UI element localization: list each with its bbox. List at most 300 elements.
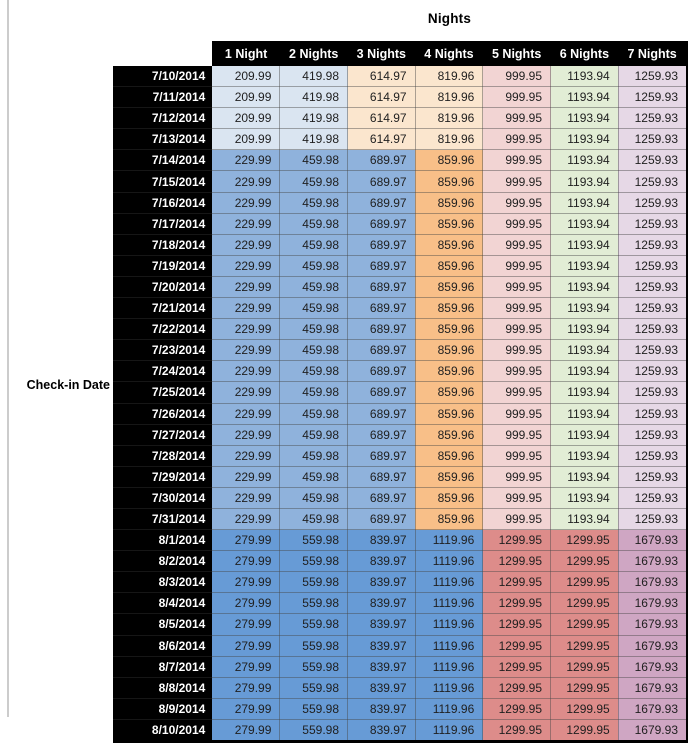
price-cell: 279.99 bbox=[212, 551, 280, 572]
price-cell: 614.97 bbox=[348, 87, 416, 108]
table-title: Nights bbox=[427, 11, 472, 26]
table-row bbox=[113, 87, 687, 108]
table-row bbox=[113, 276, 687, 297]
price-cell: 1259.93 bbox=[618, 255, 687, 276]
price-cell: 559.98 bbox=[280, 572, 348, 593]
pricing-table bbox=[113, 41, 688, 743]
price-cell: 1259.93 bbox=[618, 445, 687, 466]
price-cell: 859.96 bbox=[415, 319, 483, 340]
table-row bbox=[113, 108, 687, 129]
date-cell: 8/1/2014 bbox=[113, 530, 212, 551]
price-cell: 459.98 bbox=[280, 213, 348, 234]
date-cell: 7/10/2014 bbox=[113, 66, 212, 87]
price-cell: 614.97 bbox=[348, 66, 416, 87]
price-cell: 689.97 bbox=[348, 150, 416, 171]
date-cell: 7/24/2014 bbox=[113, 361, 212, 382]
price-cell: 209.99 bbox=[212, 87, 280, 108]
price-cell: 859.96 bbox=[415, 340, 483, 361]
price-cell: 859.96 bbox=[415, 445, 483, 466]
date-cell: 8/4/2014 bbox=[113, 593, 212, 614]
price-cell: 689.97 bbox=[348, 171, 416, 192]
price-cell: 1679.93 bbox=[618, 572, 687, 593]
window-edge-line bbox=[7, 0, 9, 717]
price-cell: 1299.95 bbox=[483, 719, 551, 741]
price-cell: 1679.93 bbox=[618, 719, 687, 741]
price-cell: 1259.93 bbox=[618, 66, 687, 87]
price-cell: 229.99 bbox=[212, 508, 280, 529]
price-cell: 689.97 bbox=[348, 255, 416, 276]
date-cell: 8/2/2014 bbox=[113, 551, 212, 572]
price-cell: 999.95 bbox=[483, 87, 551, 108]
price-cell: 999.95 bbox=[483, 361, 551, 382]
price-cell: 999.95 bbox=[483, 424, 551, 445]
price-cell: 229.99 bbox=[212, 298, 280, 319]
price-cell: 1299.95 bbox=[551, 698, 619, 719]
price-cell: 1193.94 bbox=[551, 213, 619, 234]
table-row bbox=[113, 403, 687, 424]
price-cell: 999.95 bbox=[483, 108, 551, 129]
price-cell: 1679.93 bbox=[618, 530, 687, 551]
price-cell: 229.99 bbox=[212, 255, 280, 276]
price-cell: 279.99 bbox=[212, 656, 280, 677]
table-row bbox=[113, 234, 687, 255]
price-cell: 459.98 bbox=[280, 466, 348, 487]
price-cell: 859.96 bbox=[415, 382, 483, 403]
price-cell: 459.98 bbox=[280, 445, 348, 466]
price-cell: 1193.94 bbox=[551, 298, 619, 319]
price-cell: 839.97 bbox=[348, 656, 416, 677]
price-cell: 859.96 bbox=[415, 298, 483, 319]
price-cell: 689.97 bbox=[348, 213, 416, 234]
row-axis-label: Check-in Date bbox=[26, 378, 110, 392]
price-cell: 1193.94 bbox=[551, 361, 619, 382]
price-cell: 459.98 bbox=[280, 276, 348, 297]
column-header: 2 Nights bbox=[280, 41, 348, 66]
price-cell: 229.99 bbox=[212, 403, 280, 424]
price-cell: 999.95 bbox=[483, 129, 551, 150]
date-cell: 7/12/2014 bbox=[113, 108, 212, 129]
price-cell: 1259.93 bbox=[618, 403, 687, 424]
date-cell: 7/28/2014 bbox=[113, 445, 212, 466]
price-cell: 1299.95 bbox=[551, 614, 619, 635]
price-cell: 1679.93 bbox=[618, 698, 687, 719]
price-cell: 1679.93 bbox=[618, 656, 687, 677]
price-cell: 559.98 bbox=[280, 530, 348, 551]
price-cell: 1119.96 bbox=[415, 593, 483, 614]
price-cell: 459.98 bbox=[280, 234, 348, 255]
price-cell: 279.99 bbox=[212, 635, 280, 656]
table-row bbox=[113, 593, 687, 614]
price-cell: 1193.94 bbox=[551, 129, 619, 150]
header-row bbox=[113, 41, 687, 66]
price-cell: 229.99 bbox=[212, 319, 280, 340]
price-cell: 559.98 bbox=[280, 614, 348, 635]
price-cell: 1193.94 bbox=[551, 340, 619, 361]
price-cell: 1193.94 bbox=[551, 108, 619, 129]
date-cell: 7/29/2014 bbox=[113, 466, 212, 487]
price-cell: 1193.94 bbox=[551, 508, 619, 529]
price-cell: 859.96 bbox=[415, 150, 483, 171]
price-cell: 1259.93 bbox=[618, 319, 687, 340]
date-cell: 7/15/2014 bbox=[113, 171, 212, 192]
table-row bbox=[113, 487, 687, 508]
table-row bbox=[113, 445, 687, 466]
date-cell: 8/6/2014 bbox=[113, 635, 212, 656]
table-row bbox=[113, 572, 687, 593]
price-cell: 1193.94 bbox=[551, 171, 619, 192]
column-header: 6 Nights bbox=[551, 41, 619, 66]
date-cell: 7/30/2014 bbox=[113, 487, 212, 508]
price-cell: 689.97 bbox=[348, 445, 416, 466]
price-cell: 1299.95 bbox=[551, 530, 619, 551]
table-row bbox=[113, 551, 687, 572]
table-row bbox=[113, 361, 687, 382]
price-cell: 999.95 bbox=[483, 445, 551, 466]
table-row bbox=[113, 66, 687, 87]
price-cell: 1679.93 bbox=[618, 677, 687, 698]
price-cell: 999.95 bbox=[483, 213, 551, 234]
date-cell: 8/3/2014 bbox=[113, 572, 212, 593]
price-cell: 839.97 bbox=[348, 572, 416, 593]
price-cell: 999.95 bbox=[483, 234, 551, 255]
date-cell: 8/7/2014 bbox=[113, 656, 212, 677]
price-cell: 1299.95 bbox=[483, 698, 551, 719]
price-cell: 1119.96 bbox=[415, 698, 483, 719]
price-cell: 419.98 bbox=[280, 129, 348, 150]
date-cell: 7/14/2014 bbox=[113, 150, 212, 171]
price-cell: 1259.93 bbox=[618, 150, 687, 171]
price-cell: 1193.94 bbox=[551, 319, 619, 340]
price-cell: 229.99 bbox=[212, 424, 280, 445]
price-cell: 229.99 bbox=[212, 361, 280, 382]
price-cell: 689.97 bbox=[348, 192, 416, 213]
date-cell: 7/18/2014 bbox=[113, 234, 212, 255]
price-cell: 559.98 bbox=[280, 698, 348, 719]
price-cell: 1299.95 bbox=[483, 530, 551, 551]
table-row bbox=[113, 424, 687, 445]
price-cell: 1193.94 bbox=[551, 192, 619, 213]
price-cell: 689.97 bbox=[348, 298, 416, 319]
price-cell: 839.97 bbox=[348, 719, 416, 741]
price-cell: 1119.96 bbox=[415, 656, 483, 677]
price-cell: 859.96 bbox=[415, 213, 483, 234]
table-row bbox=[113, 466, 687, 487]
date-cell: 7/23/2014 bbox=[113, 340, 212, 361]
price-cell: 1299.95 bbox=[483, 635, 551, 656]
price-cell: 1193.94 bbox=[551, 276, 619, 297]
price-cell: 229.99 bbox=[212, 150, 280, 171]
date-cell: 7/19/2014 bbox=[113, 255, 212, 276]
table-body bbox=[113, 66, 687, 742]
price-cell: 279.99 bbox=[212, 677, 280, 698]
price-cell: 559.98 bbox=[280, 677, 348, 698]
price-cell: 209.99 bbox=[212, 129, 280, 150]
price-cell: 689.97 bbox=[348, 340, 416, 361]
price-cell: 689.97 bbox=[348, 466, 416, 487]
price-cell: 459.98 bbox=[280, 487, 348, 508]
table-row bbox=[113, 382, 687, 403]
price-cell: 459.98 bbox=[280, 255, 348, 276]
price-cell: 1679.93 bbox=[618, 635, 687, 656]
price-cell: 1299.95 bbox=[551, 656, 619, 677]
table-header bbox=[113, 41, 687, 66]
price-cell: 1299.95 bbox=[483, 551, 551, 572]
price-cell: 999.95 bbox=[483, 276, 551, 297]
price-cell: 999.95 bbox=[483, 66, 551, 87]
column-header: 4 Nights bbox=[415, 41, 483, 66]
price-cell: 1259.93 bbox=[618, 508, 687, 529]
price-cell: 459.98 bbox=[280, 171, 348, 192]
price-cell: 819.96 bbox=[415, 129, 483, 150]
price-cell: 229.99 bbox=[212, 445, 280, 466]
price-cell: 229.99 bbox=[212, 382, 280, 403]
price-cell: 819.96 bbox=[415, 87, 483, 108]
date-cell: 8/5/2014 bbox=[113, 614, 212, 635]
price-cell: 819.96 bbox=[415, 108, 483, 129]
price-cell: 1119.96 bbox=[415, 635, 483, 656]
table-row bbox=[113, 698, 687, 719]
column-header: 3 Nights bbox=[348, 41, 416, 66]
price-cell: 999.95 bbox=[483, 192, 551, 213]
table-row bbox=[113, 340, 687, 361]
price-cell: 859.96 bbox=[415, 466, 483, 487]
table-row bbox=[113, 656, 687, 677]
price-cell: 1259.93 bbox=[618, 108, 687, 129]
date-cell: 7/31/2014 bbox=[113, 508, 212, 529]
price-cell: 1299.95 bbox=[551, 551, 619, 572]
price-cell: 839.97 bbox=[348, 614, 416, 635]
price-cell: 689.97 bbox=[348, 234, 416, 255]
price-cell: 279.99 bbox=[212, 530, 280, 551]
price-cell: 859.96 bbox=[415, 192, 483, 213]
price-cell: 1193.94 bbox=[551, 487, 619, 508]
price-cell: 689.97 bbox=[348, 487, 416, 508]
price-cell: 839.97 bbox=[348, 551, 416, 572]
table-row bbox=[113, 319, 687, 340]
price-cell: 419.98 bbox=[280, 66, 348, 87]
price-cell: 1119.96 bbox=[415, 551, 483, 572]
price-cell: 1259.93 bbox=[618, 382, 687, 403]
price-cell: 229.99 bbox=[212, 213, 280, 234]
price-cell: 1193.94 bbox=[551, 66, 619, 87]
price-cell: 459.98 bbox=[280, 361, 348, 382]
price-cell: 1259.93 bbox=[618, 213, 687, 234]
corner-cell bbox=[113, 41, 212, 66]
column-header: 1 Night bbox=[212, 41, 280, 66]
price-cell: 1193.94 bbox=[551, 234, 619, 255]
price-cell: 459.98 bbox=[280, 382, 348, 403]
date-cell: 7/13/2014 bbox=[113, 129, 212, 150]
price-cell: 689.97 bbox=[348, 319, 416, 340]
price-cell: 819.96 bbox=[415, 66, 483, 87]
price-cell: 999.95 bbox=[483, 508, 551, 529]
table-row bbox=[113, 192, 687, 213]
price-cell: 1259.93 bbox=[618, 487, 687, 508]
price-cell: 839.97 bbox=[348, 530, 416, 551]
price-cell: 279.99 bbox=[212, 593, 280, 614]
date-cell: 7/27/2014 bbox=[113, 424, 212, 445]
price-cell: 1299.95 bbox=[551, 719, 619, 741]
date-cell: 7/17/2014 bbox=[113, 213, 212, 234]
price-cell: 689.97 bbox=[348, 508, 416, 529]
price-cell: 614.97 bbox=[348, 108, 416, 129]
table-row bbox=[113, 635, 687, 656]
price-cell: 279.99 bbox=[212, 572, 280, 593]
price-cell: 1259.93 bbox=[618, 192, 687, 213]
price-cell: 559.98 bbox=[280, 719, 348, 741]
price-cell: 1259.93 bbox=[618, 276, 687, 297]
price-cell: 1299.95 bbox=[483, 656, 551, 677]
price-cell: 419.98 bbox=[280, 87, 348, 108]
price-cell: 1259.93 bbox=[618, 340, 687, 361]
price-cell: 999.95 bbox=[483, 171, 551, 192]
price-cell: 1259.93 bbox=[618, 298, 687, 319]
table-row bbox=[113, 508, 687, 529]
price-cell: 559.98 bbox=[280, 593, 348, 614]
price-cell: 459.98 bbox=[280, 319, 348, 340]
price-cell: 1259.93 bbox=[618, 361, 687, 382]
price-cell: 459.98 bbox=[280, 150, 348, 171]
date-cell: 7/16/2014 bbox=[113, 192, 212, 213]
price-cell: 859.96 bbox=[415, 403, 483, 424]
price-cell: 1299.95 bbox=[551, 677, 619, 698]
price-cell: 229.99 bbox=[212, 276, 280, 297]
price-cell: 689.97 bbox=[348, 382, 416, 403]
price-cell: 459.98 bbox=[280, 192, 348, 213]
price-cell: 279.99 bbox=[212, 719, 280, 741]
price-cell: 279.99 bbox=[212, 698, 280, 719]
price-cell: 689.97 bbox=[348, 403, 416, 424]
price-cell: 999.95 bbox=[483, 403, 551, 424]
table-row bbox=[113, 150, 687, 171]
price-cell: 614.97 bbox=[348, 129, 416, 150]
price-cell: 229.99 bbox=[212, 234, 280, 255]
price-cell: 1193.94 bbox=[551, 403, 619, 424]
price-cell: 1259.93 bbox=[618, 234, 687, 255]
price-cell: 859.96 bbox=[415, 361, 483, 382]
table-row bbox=[113, 530, 687, 551]
price-cell: 229.99 bbox=[212, 192, 280, 213]
date-cell: 7/26/2014 bbox=[113, 403, 212, 424]
date-cell: 7/22/2014 bbox=[113, 319, 212, 340]
price-cell: 689.97 bbox=[348, 276, 416, 297]
price-cell: 859.96 bbox=[415, 424, 483, 445]
price-cell: 1193.94 bbox=[551, 424, 619, 445]
price-cell: 839.97 bbox=[348, 635, 416, 656]
price-cell: 1119.96 bbox=[415, 614, 483, 635]
table-row bbox=[113, 213, 687, 234]
price-cell: 1259.93 bbox=[618, 129, 687, 150]
price-cell: 419.98 bbox=[280, 108, 348, 129]
date-cell: 8/9/2014 bbox=[113, 698, 212, 719]
price-cell: 859.96 bbox=[415, 276, 483, 297]
price-cell: 229.99 bbox=[212, 340, 280, 361]
price-cell: 999.95 bbox=[483, 255, 551, 276]
price-cell: 859.96 bbox=[415, 234, 483, 255]
price-cell: 1193.94 bbox=[551, 150, 619, 171]
table-row bbox=[113, 129, 687, 150]
price-cell: 1259.93 bbox=[618, 466, 687, 487]
price-cell: 1299.95 bbox=[551, 572, 619, 593]
date-cell: 8/8/2014 bbox=[113, 677, 212, 698]
table-row bbox=[113, 298, 687, 319]
price-cell: 559.98 bbox=[280, 635, 348, 656]
price-cell: 1299.95 bbox=[551, 593, 619, 614]
price-cell: 1193.94 bbox=[551, 445, 619, 466]
price-cell: 459.98 bbox=[280, 424, 348, 445]
price-cell: 559.98 bbox=[280, 551, 348, 572]
price-cell: 229.99 bbox=[212, 171, 280, 192]
date-cell: 7/25/2014 bbox=[113, 382, 212, 403]
price-cell: 689.97 bbox=[348, 361, 416, 382]
price-cell: 839.97 bbox=[348, 593, 416, 614]
price-cell: 1679.93 bbox=[618, 614, 687, 635]
table-row bbox=[113, 677, 687, 698]
price-cell: 689.97 bbox=[348, 424, 416, 445]
price-cell: 859.96 bbox=[415, 255, 483, 276]
column-header: 7 Nights bbox=[618, 41, 687, 66]
price-cell: 999.95 bbox=[483, 466, 551, 487]
price-cell: 1193.94 bbox=[551, 255, 619, 276]
price-cell: 1119.96 bbox=[415, 677, 483, 698]
price-cell: 1259.93 bbox=[618, 87, 687, 108]
price-cell: 1679.93 bbox=[618, 593, 687, 614]
price-cell: 459.98 bbox=[280, 298, 348, 319]
price-cell: 1119.96 bbox=[415, 572, 483, 593]
date-cell: 7/11/2014 bbox=[113, 87, 212, 108]
price-cell: 459.98 bbox=[280, 403, 348, 424]
price-cell: 1259.93 bbox=[618, 424, 687, 445]
price-cell: 1193.94 bbox=[551, 87, 619, 108]
price-cell: 1193.94 bbox=[551, 382, 619, 403]
price-cell: 839.97 bbox=[348, 677, 416, 698]
price-cell: 229.99 bbox=[212, 487, 280, 508]
price-cell: 1299.95 bbox=[483, 614, 551, 635]
price-cell: 1259.93 bbox=[618, 171, 687, 192]
price-cell: 559.98 bbox=[280, 656, 348, 677]
date-cell: 7/20/2014 bbox=[113, 276, 212, 297]
price-cell: 999.95 bbox=[483, 487, 551, 508]
date-cell: 7/21/2014 bbox=[113, 298, 212, 319]
table-row bbox=[113, 171, 687, 192]
price-cell: 999.95 bbox=[483, 150, 551, 171]
price-cell: 859.96 bbox=[415, 487, 483, 508]
price-cell: 1119.96 bbox=[415, 530, 483, 551]
price-cell: 1119.96 bbox=[415, 719, 483, 741]
price-cell: 1299.95 bbox=[483, 677, 551, 698]
price-cell: 459.98 bbox=[280, 508, 348, 529]
price-cell: 209.99 bbox=[212, 108, 280, 129]
table-row bbox=[113, 255, 687, 276]
column-header: 5 Nights bbox=[483, 41, 551, 66]
price-cell: 999.95 bbox=[483, 319, 551, 340]
price-cell: 279.99 bbox=[212, 614, 280, 635]
price-cell: 999.95 bbox=[483, 298, 551, 319]
price-cell: 839.97 bbox=[348, 698, 416, 719]
price-cell: 999.95 bbox=[483, 340, 551, 361]
price-cell: 999.95 bbox=[483, 382, 551, 403]
price-cell: 1193.94 bbox=[551, 466, 619, 487]
price-cell: 1299.95 bbox=[483, 572, 551, 593]
price-cell: 859.96 bbox=[415, 171, 483, 192]
table-row bbox=[113, 614, 687, 635]
price-cell: 1679.93 bbox=[618, 551, 687, 572]
price-cell: 459.98 bbox=[280, 340, 348, 361]
price-cell: 1299.95 bbox=[483, 593, 551, 614]
price-cell: 1299.95 bbox=[551, 635, 619, 656]
price-cell: 209.99 bbox=[212, 66, 280, 87]
date-cell: 8/10/2014 bbox=[113, 719, 212, 741]
